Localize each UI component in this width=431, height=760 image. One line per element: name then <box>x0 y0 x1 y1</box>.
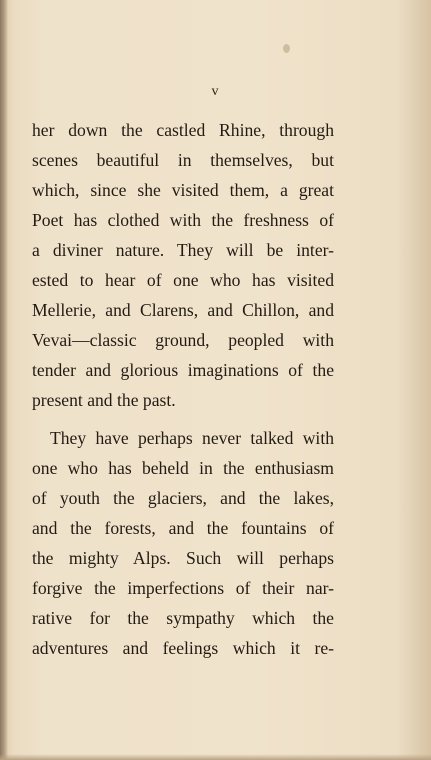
text-line: scenes beautiful in themselves, but <box>32 150 334 170</box>
text-line: of youth the glaciers, and the lakes, <box>32 488 334 508</box>
paragraph-1 <box>32 115 334 415</box>
text-line: forgive the imperfections of their nar- <box>32 578 334 598</box>
paper-stain <box>283 44 290 53</box>
binding-gutter <box>0 0 8 760</box>
paragraph-2 <box>32 423 334 663</box>
page-bottom-edge <box>0 754 431 760</box>
paragraph-gap <box>32 415 334 423</box>
text-line: tender and glorious imaginations of the <box>32 360 334 380</box>
text-line: ested to hear of one who has visited <box>32 270 334 290</box>
page-number: v <box>211 84 220 99</box>
text-line: Vevai—classic ground, peopled with <box>32 330 334 350</box>
text-line: her down the castled Rhine, through <box>32 120 334 140</box>
text-line: Poet has clothed with the freshness of <box>32 210 334 230</box>
text-line: present and the past. <box>32 390 176 410</box>
text-line: rative for the sympathy which the <box>32 608 334 628</box>
text-line: and the forests, and the fountains of <box>32 518 334 538</box>
text-line: one who has beheld in the enthusiasm <box>32 458 334 478</box>
text-line: which, since she visited them, a great <box>32 180 334 200</box>
text-line: a diviner nature. They will be inter- <box>32 240 334 260</box>
text-line: Mellerie, and Clarens, and Chillon, and <box>32 300 334 320</box>
body-text <box>32 115 334 663</box>
text-line: adventures and feelings which it re- <box>32 638 334 658</box>
text-line: They have perhaps never talked with <box>50 428 334 448</box>
text-line: the mighty Alps. Such will perhaps <box>32 548 334 568</box>
